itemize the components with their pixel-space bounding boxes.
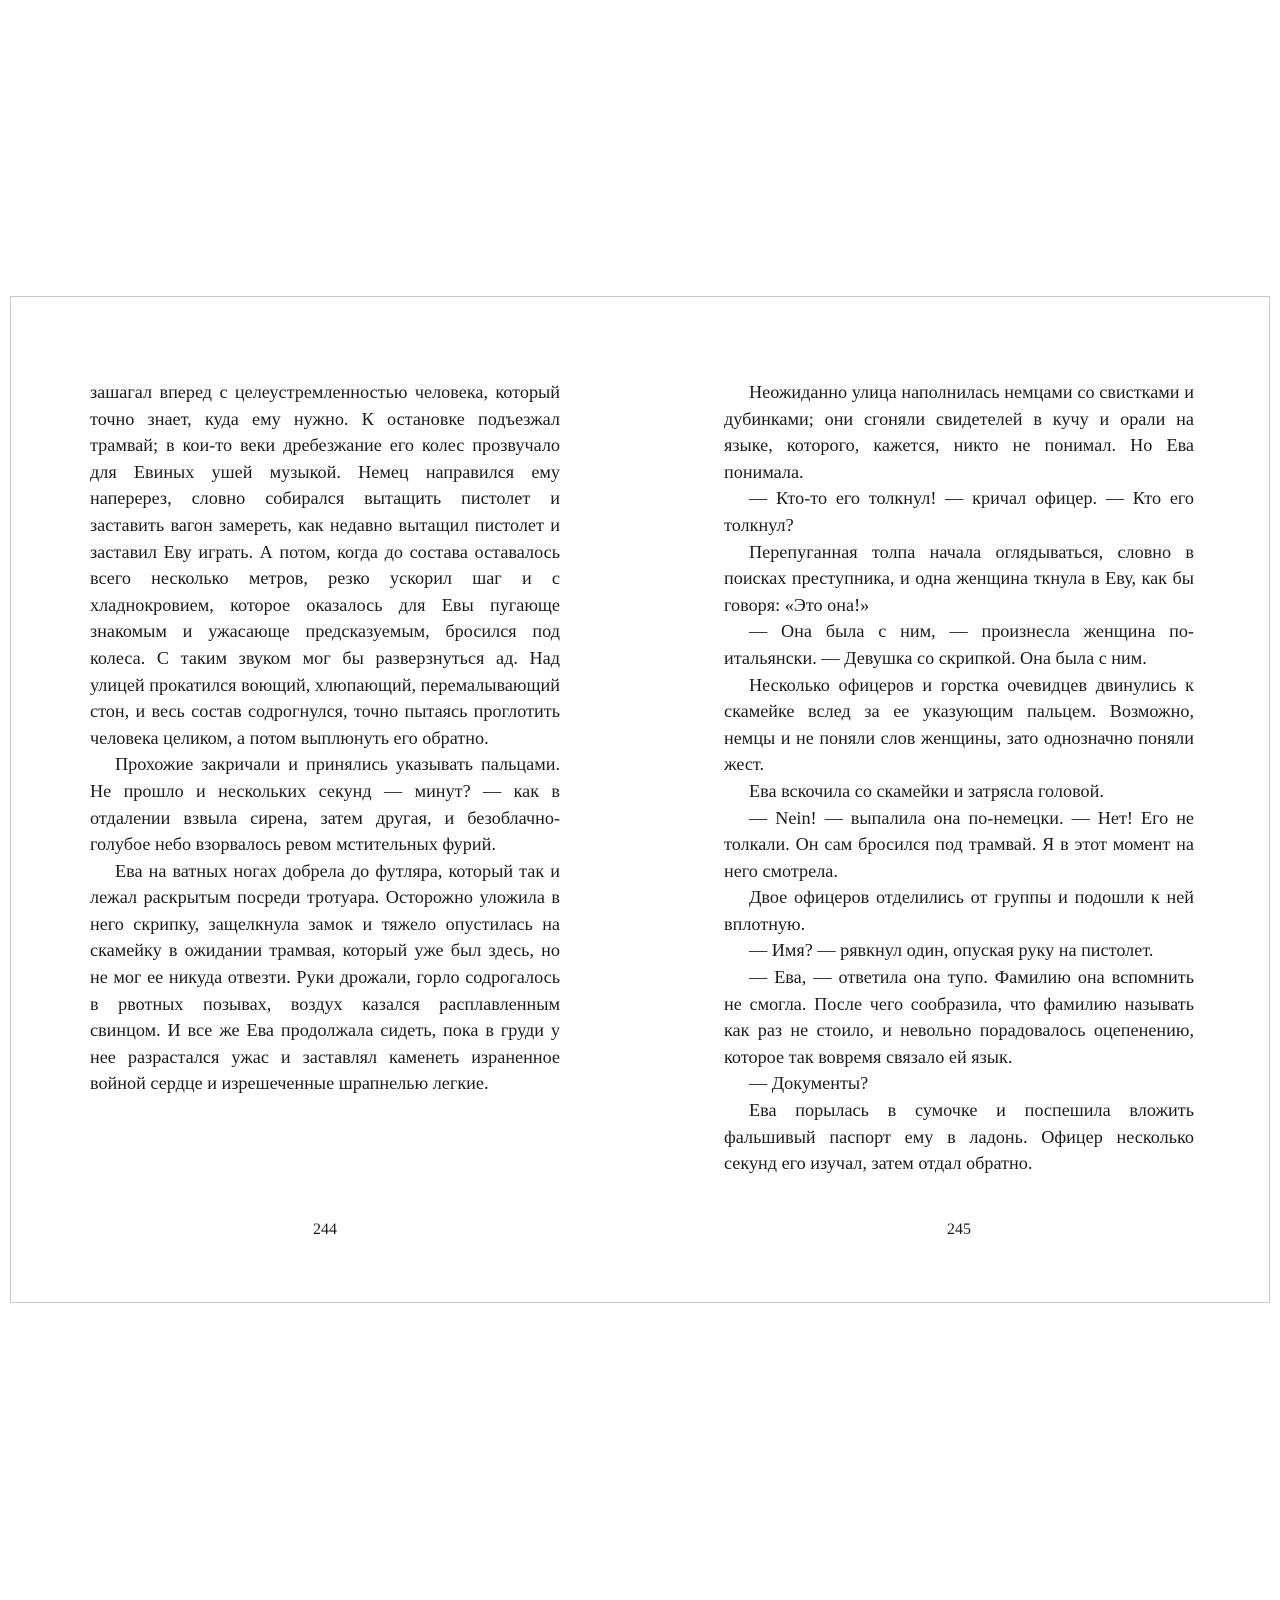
paragraph: — Документы? xyxy=(749,1073,869,1094)
left-page-text xyxy=(90,379,560,1097)
paragraph: — Она была с ним, — произнесла женщина по-итальянски. — Девушка со скрипкой. Она была с ним. xyxy=(724,621,1194,668)
paragraph: Ева порылась в сумочке и поспешила вложить фальшивый паспорт ему в ладонь. Офицер несколько секунд его изучал, затем отдал обратно. xyxy=(724,1100,1194,1174)
right-page-text xyxy=(724,379,1194,1177)
paragraph: Двое офицеров отделились от группы и подошли к ней вплотную. xyxy=(724,887,1194,934)
paragraph: Несколько офицеров и горстка очевидцев двинулись к скамейке вслед за ее указующим пальцем. Возможно, немцы и не поняли слов женщины, зато однозначно поняли жест. xyxy=(724,674,1194,775)
paragraph: Ева на ватных ногах добрела до футляра, который так и лежал раскрытым посреди тротуара. Осторожно уложила в него скрипку, защелкнула замок и тяжело опустилась на скамейку в ожидании трамвая, который уже был здесь, но не мог ее никуда отвезти. Руки дрожали, горло содрогалось в рвотных позывах, воздух казался расплавленным свинцом. И все же Ева продолжала сидеть, пока в груди у нее разрастался ужас и заставлял каменеть израненное войной сердце и изрешеченные шрапнелью легкие. xyxy=(90,860,560,1094)
paragraph: — Имя? — рявкнул один, опуская руку на пистолет. xyxy=(749,940,1154,961)
page-number: 245 xyxy=(947,1221,971,1238)
paragraph: Ева вскочила со скамейки и затрясла головой. xyxy=(749,780,1104,801)
paragraph: — Nein! — выпалила она по-немецки. — Нет! Его не толкали. Он сам бросился под трамвай. Я в этот момент на него смотрела. xyxy=(724,807,1194,881)
book-spread xyxy=(10,296,1270,1303)
left-page xyxy=(90,379,560,1279)
right-page xyxy=(724,379,1194,1279)
paragraph: Неожиданно улица наполнилась немцами со свистками и дубинками; они сгоняли свидетелей в кучу и орали на языке, которого, кажется, никто не понимал. Но Ева понимала. xyxy=(724,382,1194,482)
paragraph: — Кто-то его толкнул! — кричал офицер. — Кто его толкнул? xyxy=(724,488,1194,535)
paragraph: Прохожие закричали и принялись указывать пальцами. Не прошло и нескольких секунд — минут? — как в отдалении взвыла сирена, затем другая, и безоблачно-голубое небо взорвалось ревом мстительных фурий. xyxy=(90,754,560,855)
page-number: 244 xyxy=(313,1221,337,1238)
paragraph: Перепуганная толпа начала оглядываться, словно в поисках преступника, и одна женщина ткнула в Еву, как бы говоря: «Это она!» xyxy=(724,541,1194,615)
paragraph: — Ева, — ответила она тупо. Фамилию она вспомнить не смогла. После чего сообразила, что фамилию называть как раз не стоило, и невольно порадовалось оцепенению, которое так вовремя связало ей язык. xyxy=(724,967,1194,1067)
paragraph: зашагал вперед с целеустремленностью человека, который точно знает, куда ему нужно. К остановке подъезжал трамвай; в кои-то веки дребезжание его колес прозвучало для Евиных ушей музыкой. Немец направился ему наперерез, словно собирался вытащить пистолет и заставить вагон замереть, как недавно вытащил пистолет и заставил Еву играть. А потом, когда до состава оставалось всего несколько метров, резко ускорил шаг и с хладнокровием, которое оказалось для Евы пугающе знакомым и ужасающе предсказуемым, бросился под колеса. С таким звуком мог бы разверзнуться ад. Над улицей прокатился воющий, хлюпающий, перемалывающий стон, и весь состав содрогнулся, точно пытаясь проглотить человека целиком, а потом выплюнуть его обратно. xyxy=(90,382,560,748)
